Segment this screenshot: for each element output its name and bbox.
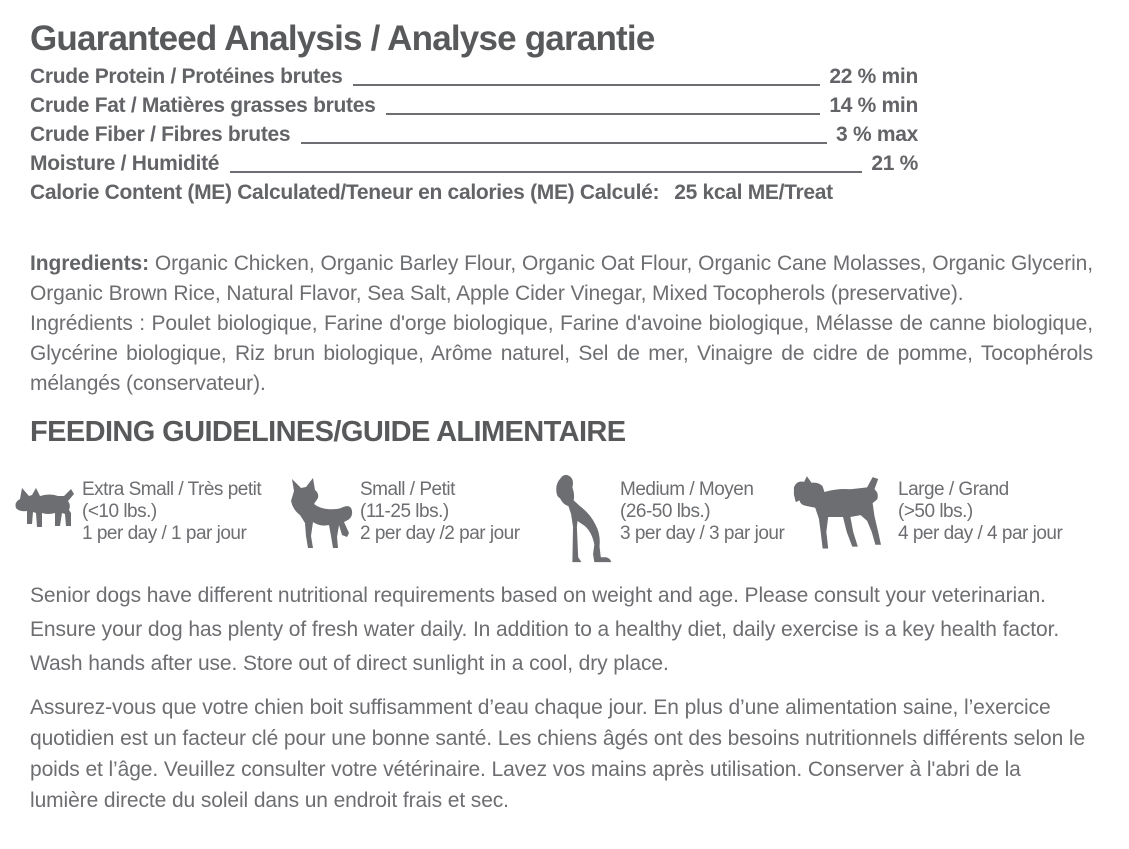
feeding-item-text [360, 479, 520, 545]
leader-line [301, 142, 827, 144]
analysis-value: 22 % min [829, 65, 918, 88]
dog-size-label: Extra Small / Très petit [82, 479, 262, 500]
dog-serving: 4 per day / 4 par jour [898, 523, 1063, 544]
dog-weight-range: (<10 lbs.) [82, 501, 157, 522]
calorie-content-label: Calorie Content (ME) Calculated/Teneur en calories (ME) Calculé: [30, 181, 660, 204]
ingredients-paragraph-en [30, 249, 1093, 309]
feeding-guide [30, 470, 1093, 568]
extra-small-dog-icon [13, 486, 77, 540]
dog-serving: 1 per day / 1 par jour [82, 523, 247, 544]
ingredients-paragraph-fr: Ingrédients : Poulet biologique, Farine d'orge biologique, Farine d'avoine biologique, Mélasse de canne biologique, Glycérine biologique, Riz brun biologique, Arôme naturel, Sel de mer, Vinaigre de cidre de pomme, Tocophérols mélangés (conservateur). [30, 312, 1093, 395]
dog-weight-range: (26-50 lbs.) [620, 501, 711, 522]
dog-weight-range: (11-25 lbs.) [360, 501, 449, 522]
guaranteed-analysis-title: Guaranteed Analysis / Analyse garantie [30, 19, 655, 58]
analysis-value: 14 % min [829, 94, 918, 117]
feeding-item-extra-small [13, 470, 261, 545]
small-dog-icon [283, 477, 355, 549]
analysis-label: Crude Fiber / Fibres brutes [30, 123, 291, 146]
analysis-label: Crude Fat / Matières grasses brutes [30, 94, 376, 117]
feeding-item-text [82, 479, 261, 545]
analysis-label: Moisture / Humidité [30, 152, 220, 175]
feeding-item-text [898, 479, 1062, 545]
care-instructions-fr: Assurez-vous que votre chien boit suffisamment d’eau chaque jour. En plus d’une alimentation saine, l’exercice quotidien est un facteur clé pour une bonne santé. Les chiens âgés ont des besoins nutritionnels différents selon le poids et l’âge. Veuillez consulter votre vétérinaire. Lavez vos mains après utilisation. Conserver à l'abri de la lumière directe du soleil dans un endroit frais et sec. [30, 696, 1086, 812]
care-instructions-en: Senior dogs have different nutritional requirements based on weight and age. Please consult your veterinarian. Ensure your dog has plenty of fresh water daily. In addition to a healthy diet, daily exercise is a key health factor. Wash hands after use. Store out of direct sunlight in a cool, dry place. [30, 584, 1060, 675]
analysis-row-moisture [30, 149, 918, 178]
leader-line [353, 84, 820, 86]
dog-serving: 2 per day /2 par jour [360, 523, 520, 544]
dog-serving: 3 per day / 3 par jour [620, 523, 785, 544]
leader-line [386, 113, 820, 115]
feeding-item-small [283, 470, 520, 549]
analysis-row-crude-fat [30, 91, 918, 120]
analysis-label: Crude Protein / Protéines brutes [30, 65, 343, 88]
leader-line [230, 171, 862, 173]
dog-size-label: Small / Petit [360, 479, 455, 500]
feeding-item-text [620, 479, 784, 545]
feeding-item-large [793, 470, 1062, 561]
dog-size-label: Medium / Moyen [620, 479, 754, 500]
dog-size-label: Large / Grand [898, 479, 1009, 500]
ingredients-text-en: Organic Chicken, Organic Barley Flour, Organic Oat Flour, Organic Cane Molasses, Organic Glycerin, Organic Brown Rice, Natural Flavor, Sea Salt, Apple Cider Vinegar, Mixed Tocopherols (preservative). [30, 252, 1093, 305]
feeding-item-medium [553, 470, 784, 567]
analysis-value: 21 % [871, 152, 918, 175]
medium-dog-icon [553, 471, 615, 567]
analysis-row-crude-fiber [30, 120, 918, 149]
dog-weight-range: (>50 lbs.) [898, 501, 973, 522]
guaranteed-analysis-table [30, 62, 918, 207]
analysis-row-crude-protein [30, 62, 918, 91]
analysis-value: 3 % max [836, 123, 918, 146]
calorie-content-value: 25 kcal ME/Treat [674, 181, 833, 204]
feeding-guidelines-title: FEEDING GUIDELINES/GUIDE ALIMENTAIRE [30, 416, 626, 448]
calorie-content-row [30, 178, 918, 207]
large-dog-icon [793, 473, 893, 561]
ingredients-label-en: Ingredients: [30, 252, 149, 275]
ingredients-section [30, 249, 1093, 399]
